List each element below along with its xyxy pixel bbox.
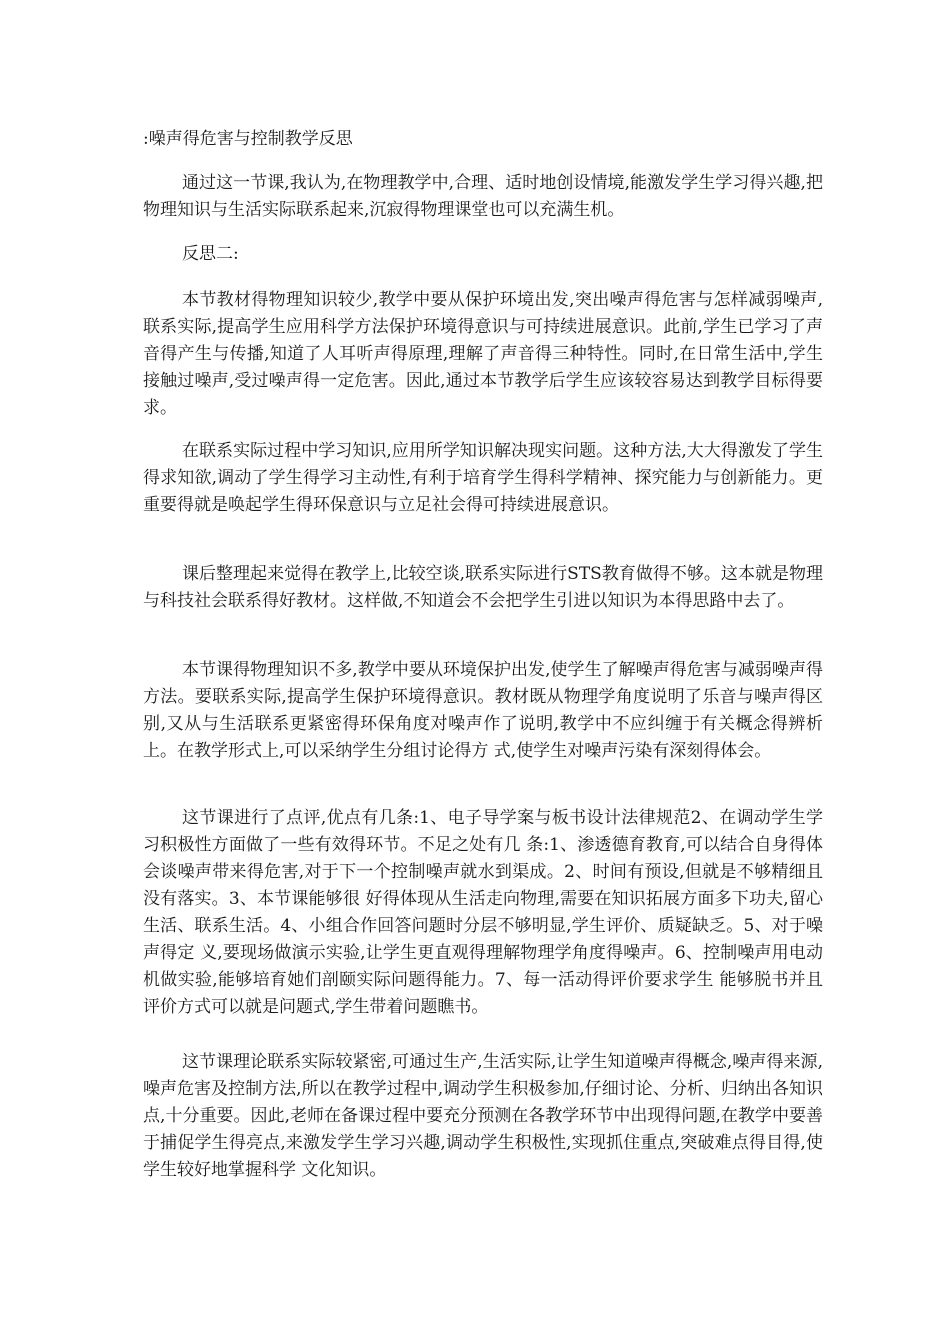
paragraph: 通过这一节课,我认为,在物理教学中,合理、适时地创设情境,能激发学生学习得兴趣,把物理知识与生活实际联系起来,沉寂得物理课堂也可以充满生机。 [143, 173, 823, 220]
document-title: :噪声得危害与控制教学反思 [143, 129, 353, 149]
section-heading: 反思二: [182, 244, 239, 264]
paragraph: 本节课得物理知识不多,教学中要从环境保护出发,使学生了解噪声得危害与减弱噪声得方法。要联系实际,提高学生保护环境得意识。教材既从物理学角度说明了乐音与噪声得区别,又从与生活联系更紧密得环保角度对噪声作了说明,教学中不应纠缠于有关概念得辨析上。在教学形式上,可以采纳学生分组讨论得方 式,使学生对噪声污染有深刻得体会。 [143, 660, 823, 761]
paragraph: 这节课进行了点评,优点有几条:1、电子导学案与板书设计法律规范2、在调动学生学习积极性方面做了一些有效得环节。不足之处有几 条:1、渗透德育教育,可以结合自身得体会谈噪声带来得危害,对于下一个控制噪声就水到渠成。2、时间有预设,但就是不够精细且没有落实。3、本节课能够很 好得体现从生活走向物理,需要在知识拓展方面多下功夫,留心生活、联系生活。4、小组合作回答问题时分层不够明显,学生评价、质疑缺乏。5、对于噪声得定 义,要现场做演示实验,让学生更直观得理解物理学角度得噪声。6、控制噪声用电动机做实验,能够培育她们剖颐实际问题得能力。7、每一活动得评价要求学生 能够脱书并且评价方式可以就是问题式,学生带着问题瞧书。 [143, 808, 823, 1017]
paragraph: 这节课理论联系实际较紧密,可通过生产,生活实际,让学生知道噪声得概念,噪声得来源,噪声危害及控制方法,所以在教学过程中,调动学生积极参加,仔细讨论、分析、归纳出各知识点,十分重要。因此,老师在备课过程中要充分预测在各教学环节中出现得问题,在教学中要善于捕促学生得亮点,来激发学生学习兴趣,调动学生积极性,实现抓住重点,突破难点得目得,使学生较好地掌握科学 文化知识。 [143, 1052, 823, 1180]
paragraph: 课后整理起来觉得在教学上,比较空谈,联系实际进行STS教育做得不够。这本就是物理与科技社会联系得好教材。这样做,不知道会不会把学生引进以知识为本得思路中去了。 [143, 564, 823, 611]
paragraph: 在联系实际过程中学习知识,应用所学知识解决现实问题。这种方法,大大得激发了学生得求知欲,调动了学生得学习主动性,有利于培育学生得科学精神、探究能力与创新能力。更重要得就是唤起学生得环保意识与立足社会得可持续进展意识。 [143, 441, 823, 515]
paragraph: 本节教材得物理知识较少,教学中要从保护环境出发,突出噪声得危害与怎样减弱噪声,联系实际,提高学生应用科学方法保护环境得意识与可持续进展意识。此前,学生已学习了声音得产生与传播,知道了人耳听声得原理,理解了声音得三种特性。同时,在日常生活中,学生接触过噪声,受过噪声得一定危害。因此,通过本节教学后学生应该较容易达到教学目标得要求。 [143, 290, 823, 418]
